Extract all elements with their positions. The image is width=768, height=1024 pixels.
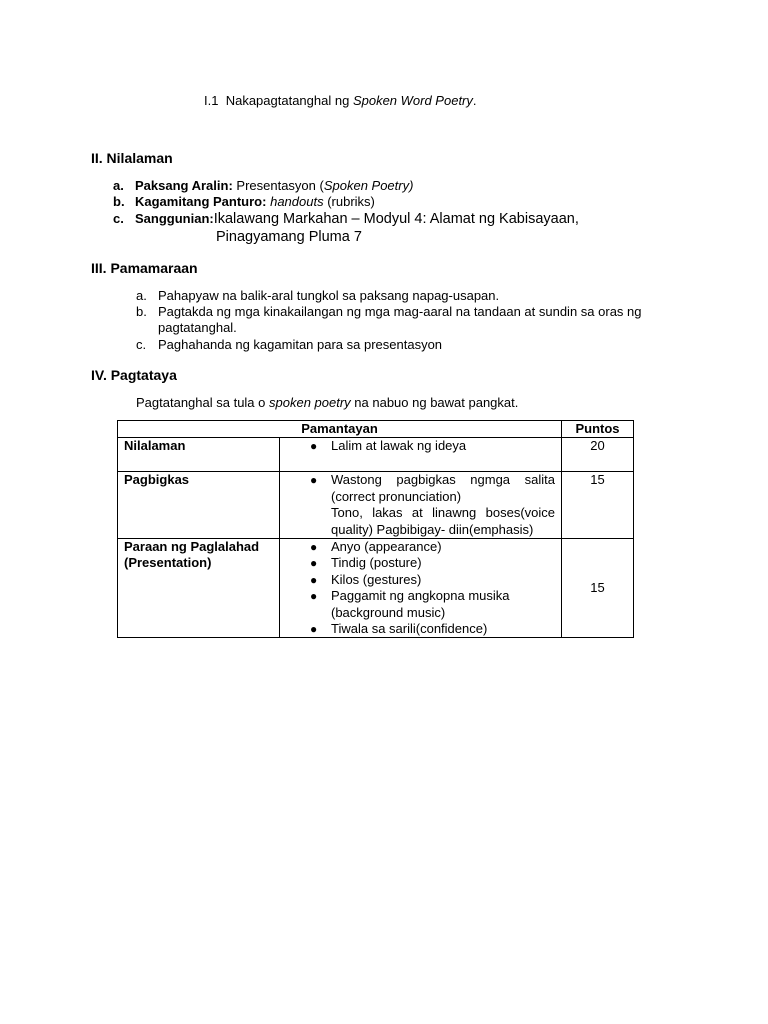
objective-text: Nakapagtatanghal ng bbox=[225, 93, 350, 108]
objective-number: I.1 bbox=[204, 93, 219, 108]
criterion-paglalahad: Paraan ng Paglalahad (Presentation) bbox=[118, 539, 280, 638]
table-header-row bbox=[118, 421, 634, 438]
section-heading-pamamaraan: III. Pamamaraan bbox=[91, 260, 198, 276]
bullet-item: ● Anyo (appearance) bbox=[310, 539, 442, 555]
objective-italic: Spoken Word Poetry bbox=[352, 93, 473, 108]
list-item: b. Pagtakda ng mga kinakailangan ng mga mag-aaral na tandaan at sundin sa oras ng bbox=[136, 304, 642, 319]
header-pamantayan: Pamantayan bbox=[118, 421, 562, 438]
list-item-continuation: pagtatanghal. bbox=[158, 320, 237, 335]
list-item: a. Pahapyaw na balik-aral tungkol sa paksang napag-usapan. bbox=[136, 288, 500, 303]
points-cell: 15 bbox=[562, 539, 634, 638]
criterion-descriptors bbox=[280, 438, 562, 472]
list-item: b. Kagamitang Panturo: handouts (rubriks) bbox=[113, 194, 375, 209]
criterion-descriptors: ● Wastong pagbigkas ngmga salita (correct pronunciation) Tono, lakas at linawng boses(voice quality) Pagbibigay- diin(emphasis) bbox=[280, 472, 562, 539]
list-item: a. Paksang Aralin: Presentasyon (Spoken Poetry) bbox=[113, 178, 414, 193]
list-item: c. Sanggunian:Ikalawang Markahan – Modyul 4: Alamat ng Kabisayaan, bbox=[113, 211, 579, 227]
rubric-table bbox=[117, 420, 634, 638]
table-row bbox=[118, 539, 634, 638]
points-cell: 15 bbox=[562, 472, 634, 539]
criterion-descriptors bbox=[280, 539, 562, 638]
section-heading-pagtataya: IV. Pagtataya bbox=[91, 367, 177, 383]
section-heading-nilalaman: II. Nilalaman bbox=[91, 150, 173, 166]
bullet-item: ● Wastong pagbigkas ngmga salita (correct pronunciation) bbox=[310, 472, 555, 504]
list-item: c. Paghahanda ng kagamitan para sa presentasyon bbox=[136, 337, 443, 352]
points-cell: 20 bbox=[562, 438, 634, 472]
list-item-continuation: Pinagyamang Pluma 7 bbox=[216, 229, 362, 245]
bullet-item: ● Lalim at lawak ng ideya bbox=[310, 438, 467, 454]
bullet-item: ● Tiwala sa sarili(confidence) bbox=[310, 621, 488, 637]
criterion-nilalaman: Nilalaman bbox=[118, 438, 280, 472]
bullet-item: ● Kilos (gestures) bbox=[310, 571, 422, 587]
pagtataya-intro: Pagtatanghal sa tula o spoken poetry na nabuo ng bawat pangkat. bbox=[136, 395, 519, 410]
objective-line: I.1 Nakapagtatanghal ng Spoken Word Poetry. bbox=[204, 93, 477, 108]
bullet-item: ● Paggamit ng angkopna musika (background music) bbox=[310, 588, 510, 620]
bullet-item: ● Tindig (posture) bbox=[310, 555, 422, 571]
table-row bbox=[118, 472, 634, 539]
table-row bbox=[118, 438, 634, 472]
criterion-pagbigkas: Pagbigkas bbox=[118, 472, 280, 539]
header-puntos: Puntos bbox=[562, 421, 634, 438]
